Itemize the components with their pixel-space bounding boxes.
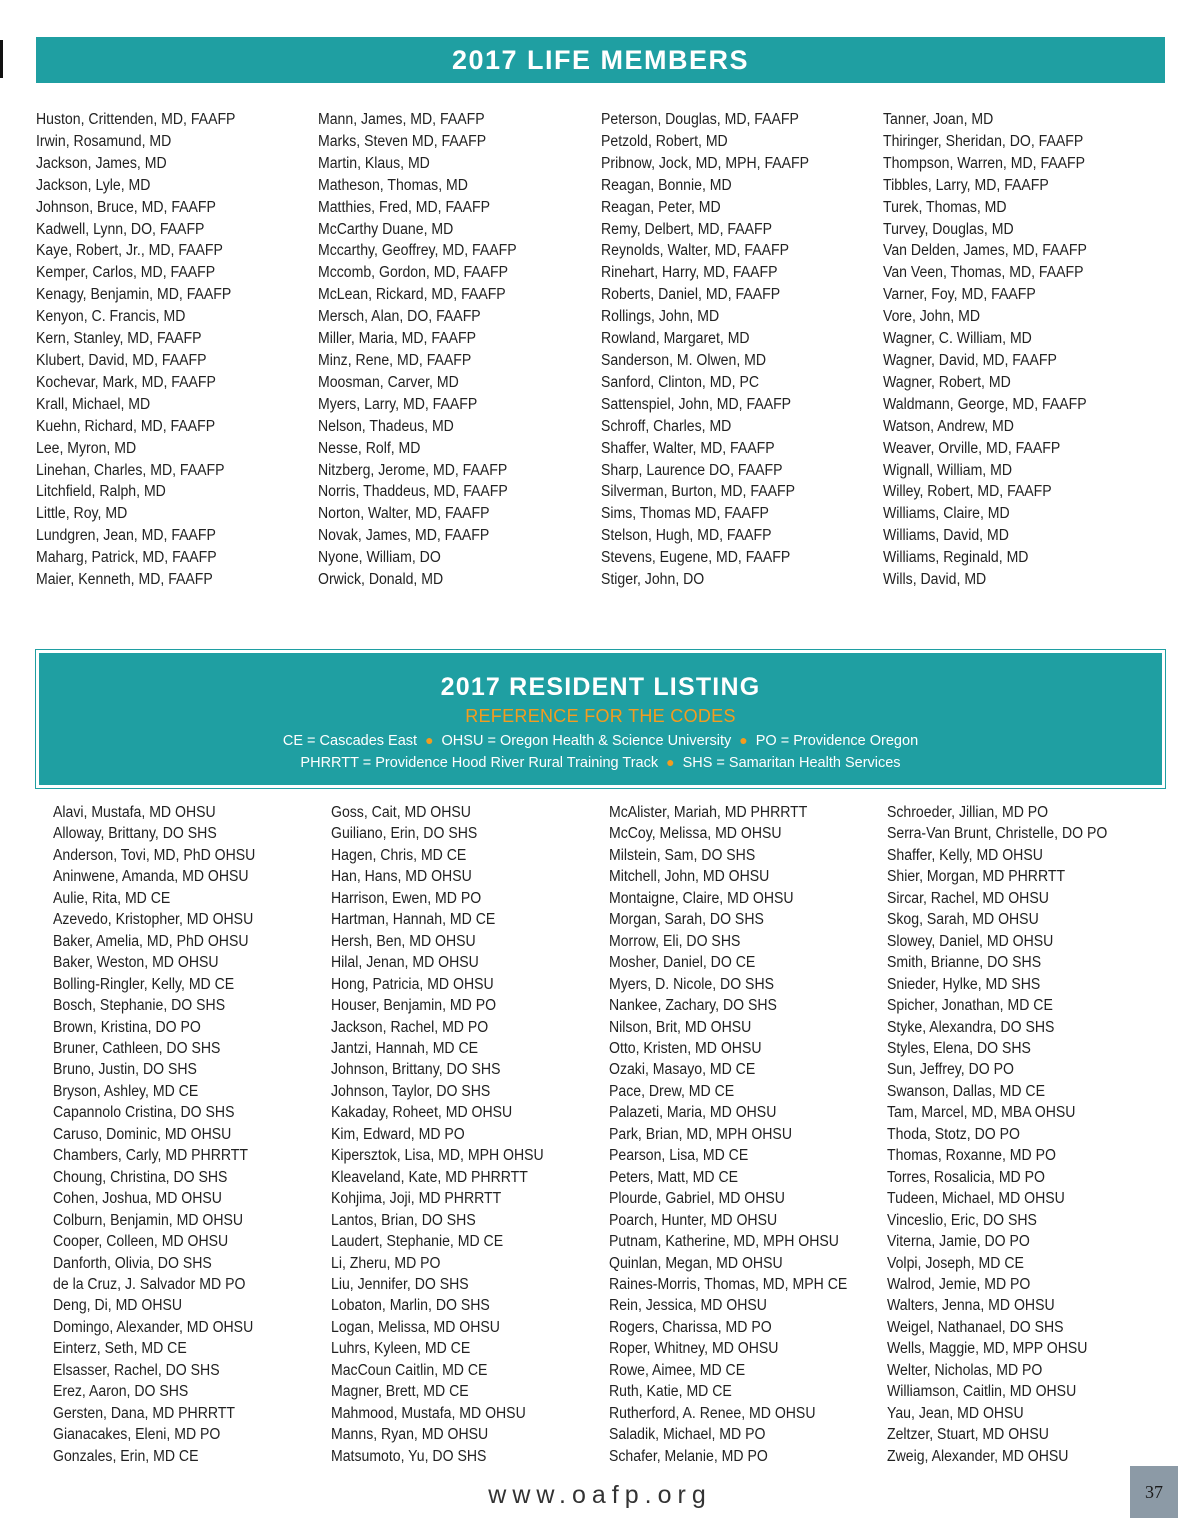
resident-name: Mitchell, John, MD OHSU: [609, 868, 770, 886]
life-member-name: Silverman, Burton, MD, FAAFP: [600, 483, 795, 501]
resident-name: Liu, Jennifer, DO SHS: [331, 1275, 469, 1293]
resident-name: Baker, Weston, MD OHSU: [53, 954, 219, 972]
life-member-name: Kaye, Robert, Jr., MD, FAAFP: [36, 242, 223, 260]
resident-name: de la Cruz, J. Salvador MD PO: [53, 1275, 246, 1293]
life-member-name: Kadwell, Lynn, DO, FAAFP: [36, 220, 205, 238]
resident-name: Weigel, Nathanael, DO SHS: [887, 1318, 1064, 1336]
life-member-name: Norris, Thaddeus, MD, FAAFP: [318, 483, 509, 501]
life-member-name: Stelson, Hugh, MD, FAAFP: [600, 527, 772, 545]
life-member-name: Sims, Thomas MD, FAAFP: [600, 505, 769, 523]
life-member-name: McCarthy Duane, MD: [318, 220, 454, 238]
life-member-name: Moosman, Carver, MD: [318, 373, 460, 391]
resident-column-2: [331, 802, 609, 1467]
life-member-name: Rinehart, Harry, MD, FAAFP: [600, 264, 777, 282]
resident-name: McCoy, Melissa, MD OHSU: [609, 825, 782, 843]
resident-name: Danforth, Olivia, DO SHS: [53, 1254, 212, 1272]
resident-name: Zweig, Alexander, MD OHSU: [887, 1447, 1069, 1465]
life-member-name: Stevens, Eugene, MD, FAAFP: [600, 549, 790, 567]
resident-name: Swanson, Dallas, MD CE: [887, 1082, 1045, 1100]
life-member-name: Nitzberg, Jerome, MD, FAAFP: [318, 461, 508, 479]
page-edge-mark: [0, 40, 3, 78]
resident-name: Mosher, Daniel, DO CE: [609, 954, 756, 972]
life-member-name: Matthies, Fred, MD, FAAFP: [318, 198, 491, 216]
life-member-name: Sharp, Laurence DO, FAAFP: [600, 461, 782, 479]
life-member-name: Nelson, Thadeus, MD: [318, 417, 455, 435]
life-member-name: Lee, Myron, MD: [36, 439, 137, 457]
resident-name: Williamson, Caitlin, MD OHSU: [887, 1383, 1077, 1401]
resident-name: Otto, Kristen, MD OHSU: [609, 1039, 762, 1057]
codes-line-2: [39, 754, 1162, 771]
life-member-name: Mccomb, Gordon, MD, FAAFP: [318, 264, 509, 282]
life-member-name: Norton, Walter, MD, FAAFP: [318, 505, 490, 523]
resident-name: Kohjima, Joji, MD PHRRTT: [331, 1190, 502, 1208]
resident-name: Milstein, Sam, DO SHS: [609, 846, 756, 864]
resident-name: Azevedo, Kristopher, MD OHSU: [53, 911, 254, 929]
life-member-name: Rollings, John, MD: [600, 308, 719, 326]
bullet-icon: ●: [666, 754, 675, 770]
resident-name: Cohen, Joshua, MD OHSU: [53, 1190, 222, 1208]
resident-name: Saladik, Michael, MD PO: [609, 1426, 766, 1444]
life-member-name: Jackson, James, MD: [36, 154, 167, 172]
life-member-name: Tanner, Joan, MD: [882, 111, 994, 128]
resident-name: Thoda, Stotz, DO PO: [887, 1125, 1020, 1143]
resident-name: Torres, Rosalicia, MD PO: [887, 1168, 1045, 1186]
resident-column-1: [53, 802, 331, 1467]
resident-name: Einterz, Seth, MD CE: [53, 1340, 187, 1358]
life-member-name: Sanderson, M. Olwen, MD: [600, 351, 766, 369]
life-member-name: Weaver, Orville, MD, FAAFP: [882, 439, 1061, 457]
life-member-name: Nesse, Rolf, MD: [318, 439, 421, 457]
life-member-name: Huston, Crittenden, MD, FAAFP: [36, 111, 236, 128]
resident-name: Kleaveland, Kate, MD PHRRTT: [331, 1168, 528, 1186]
resident-name: Bolling-Ringler, Kelly, MD CE: [53, 975, 235, 993]
life-member-name: Williams, Claire, MD: [882, 505, 1010, 523]
resident-name: Slowey, Daniel, MD OHSU: [887, 932, 1054, 950]
life-member-name: Kemper, Carlos, MD, FAAFP: [36, 264, 216, 282]
resident-name: Aulie, Rita, MD CE: [53, 889, 171, 907]
resident-column-4: [887, 802, 1165, 1467]
code-ohsu: OHSU = Oregon Health & Science University: [441, 733, 732, 749]
life-member-name: Novak, James, MD, FAAFP: [318, 527, 490, 545]
life-member-name: Litchfield, Ralph, MD: [36, 483, 166, 501]
life-member-name: Wagner, David, MD, FAAFP: [882, 351, 1057, 369]
resident-column-3: [609, 802, 887, 1467]
code-phrrtt: PHRRTT = Providence Hood River Rural Training Track: [300, 755, 659, 771]
life-member-name: Maier, Kenneth, MD, FAAFP: [36, 571, 213, 589]
resident-name: Hagen, Chris, MD CE: [331, 846, 467, 864]
life-member-name: Sanford, Clinton, MD, PC: [600, 373, 759, 391]
resident-name: Capannolo Cristina, DO SHS: [53, 1104, 235, 1122]
resident-name: Jantzi, Hannah, MD CE: [331, 1039, 479, 1057]
life-member-name: Wignall, William, MD: [882, 461, 1012, 479]
life-member-name: Mann, James, MD, FAAFP: [318, 111, 485, 128]
resident-name: Bruner, Cathleen, DO SHS: [53, 1039, 221, 1057]
resident-name: Tam, Marcel, MD, MBA OHSU: [887, 1104, 1076, 1122]
life-members-column-1: [36, 109, 318, 591]
resident-name: Caruso, Dominic, MD OHSU: [53, 1125, 232, 1143]
resident-name: Brown, Kristina, DO PO: [53, 1018, 201, 1036]
life-member-name: Remy, Delbert, MD, FAAFP: [600, 220, 772, 238]
resident-name: Myers, D. Nicole, DO SHS: [609, 975, 774, 993]
life-member-name: Tibbles, Larry, MD, FAAFP: [882, 176, 1049, 194]
life-member-name: Turek, Thomas, MD: [882, 198, 1007, 216]
life-member-name: Vore, John, MD: [882, 308, 980, 326]
life-member-name: Kenagy, Benjamin, MD, FAAFP: [36, 286, 232, 304]
resident-name: Deng, Di, MD OHSU: [53, 1297, 183, 1315]
resident-name: Volpi, Joseph, MD CE: [887, 1254, 1024, 1272]
resident-name: Guiliano, Erin, DO SHS: [331, 825, 478, 843]
codes-reference-subtitle: REFERENCE FOR THE CODES: [465, 706, 736, 726]
code-ce: CE = Cascades East: [282, 733, 418, 749]
resident-name: Erez, Aaron, DO SHS: [53, 1383, 189, 1401]
life-member-name: Myers, Larry, MD, FAAFP: [318, 395, 478, 413]
resident-name: Walters, Jenna, MD OHSU: [887, 1297, 1055, 1315]
resident-name: Kipersztok, Lisa, MD, MPH OHSU: [331, 1147, 544, 1165]
life-member-name: Nyone, William, DO: [318, 549, 442, 567]
life-member-name: Sattenspiel, John, MD, FAAFP: [600, 395, 791, 413]
resident-name: Zeltzer, Stuart, MD OHSU: [887, 1426, 1049, 1444]
life-member-name: Miller, Maria, MD, FAAFP: [318, 330, 477, 348]
life-member-name: Schroff, Charles, MD: [600, 417, 731, 435]
resident-name: Nilson, Brit, MD OHSU: [609, 1018, 752, 1036]
life-member-name: Lundgren, Jean, MD, FAAFP: [36, 527, 216, 545]
resident-name: Li, Zheru, MD PO: [331, 1254, 441, 1272]
resident-name: Hersh, Ben, MD OHSU: [331, 932, 476, 950]
life-member-name: Mccarthy, Geoffrey, MD, FAAFP: [318, 242, 517, 260]
resident-name: Tudeen, Michael, MD OHSU: [887, 1190, 1065, 1208]
life-member-name: Van Delden, James, MD, FAAFP: [882, 242, 1087, 260]
resident-name: Bruno, Justin, DO SHS: [53, 1061, 197, 1079]
life-member-name: Rowland, Margaret, MD: [600, 330, 750, 348]
resident-name: Manns, Ryan, MD OHSU: [331, 1426, 489, 1444]
resident-name: Serra-Van Brunt, Christelle, DO PO: [887, 825, 1108, 843]
resident-name: Poarch, Hunter, MD OHSU: [609, 1211, 778, 1229]
life-member-name: Matheson, Thomas, MD: [318, 176, 469, 194]
life-member-name: Wagner, C. William, MD: [882, 330, 1032, 348]
life-member-name: Klubert, David, MD, FAAFP: [36, 351, 207, 369]
resident-name: Han, Hans, MD OHSU: [331, 868, 472, 886]
resident-name: Schroeder, Jillian, MD PO: [887, 804, 1049, 821]
resident-name: Quinlan, Megan, MD OHSU: [609, 1254, 783, 1272]
resident-name: Lantos, Brian, DO SHS: [331, 1211, 476, 1229]
life-member-name: Orwick, Donald, MD: [318, 571, 444, 589]
resident-name: MacCoun Caitlin, MD CE: [331, 1361, 488, 1379]
resident-name: Alavi, Mustafa, MD OHSU: [53, 804, 216, 821]
resident-name: Lobaton, Marlin, DO SHS: [331, 1297, 490, 1315]
life-members-title: 2017 LIFE MEMBERS: [451, 44, 750, 75]
resident-name: Snieder, Hylke, MD SHS: [887, 975, 1041, 993]
resident-name: Peters, Matt, MD CE: [609, 1168, 739, 1186]
life-member-name: Kuehn, Richard, MD, FAAFP: [36, 417, 216, 435]
resident-name: Schafer, Melanie, MD PO: [609, 1447, 768, 1465]
resident-name: Bryson, Ashley, MD CE: [53, 1082, 199, 1100]
resident-name: Laudert, Stephanie, MD CE: [331, 1233, 504, 1251]
resident-name: Johnson, Brittany, DO SHS: [331, 1061, 501, 1079]
resident-name: McAlister, Mariah, MD PHRRTT: [609, 804, 808, 821]
resident-name: Rogers, Charissa, MD PO: [609, 1318, 772, 1336]
resident-name: Palazeti, Maria, MD OHSU: [609, 1104, 777, 1122]
resident-name: Welter, Nicholas, MD PO: [887, 1361, 1043, 1379]
life-members-list: [36, 109, 1165, 591]
resident-name: Johnson, Taylor, DO SHS: [331, 1082, 491, 1100]
life-member-name: Martin, Klaus, MD: [318, 154, 431, 172]
resident-name: Cooper, Colleen, MD OHSU: [53, 1233, 229, 1251]
resident-name: Morrow, Eli, DO SHS: [609, 932, 741, 950]
life-member-name: Stiger, John, DO: [600, 571, 704, 589]
life-member-name: Watson, Andrew, MD: [882, 417, 1014, 435]
life-member-name: Williams, Reginald, MD: [882, 549, 1029, 567]
resident-name: Sun, Jeffrey, DO PO: [887, 1061, 1014, 1079]
resident-name: Yau, Jean, MD OHSU: [887, 1404, 1024, 1422]
resident-name: Elsasser, Rachel, DO SHS: [53, 1361, 220, 1379]
resident-name: Styke, Alexandra, DO SHS: [887, 1018, 1055, 1036]
life-member-name: Petzold, Robert, MD: [600, 132, 728, 150]
resident-name: Matsumoto, Yu, DO SHS: [331, 1447, 487, 1465]
resident-name: Thomas, Roxanne, MD PO: [887, 1147, 1056, 1165]
resident-name: Shaffer, Kelly, MD OHSU: [887, 846, 1043, 864]
resident-name: Jackson, Rachel, MD PO: [331, 1018, 489, 1036]
life-members-column-2: [318, 109, 600, 591]
resident-name: Roper, Whitney, MD OHSU: [609, 1340, 779, 1358]
life-member-name: Shaffer, Walter, MD, FAAFP: [600, 439, 775, 457]
resident-name: Styles, Elena, DO SHS: [887, 1039, 1031, 1057]
bullet-icon: ●: [739, 732, 748, 748]
life-member-name: Wagner, Robert, MD: [882, 373, 1011, 391]
life-member-name: Jackson, Lyle, MD: [36, 176, 151, 194]
resident-name: Gianacakes, Eleni, MD PO: [53, 1426, 221, 1444]
life-member-name: Thompson, Warren, MD, FAAFP: [882, 154, 1085, 172]
resident-name: Smith, Brianne, DO SHS: [887, 954, 1042, 972]
resident-name: Rowe, Aimee, MD CE: [609, 1361, 746, 1379]
page-number-badge: [1130, 1466, 1178, 1518]
life-member-name: Williams, David, MD: [882, 527, 1009, 545]
resident-name: Logan, Melissa, MD OHSU: [331, 1318, 500, 1336]
resident-listing-banner: [36, 650, 1165, 788]
page-number: 37: [1145, 1481, 1163, 1502]
resident-name: Hilal, Jenan, MD OHSU: [331, 954, 479, 972]
resident-name: Viterna, Jamie, DO PO: [887, 1233, 1030, 1251]
code-shs: SHS = Samaritan Health Services: [682, 755, 901, 771]
life-member-name: Minz, Rene, MD, FAAFP: [318, 351, 472, 369]
resident-name: Colburn, Benjamin, MD OHSU: [53, 1211, 244, 1229]
resident-name: Raines-Morris, Thomas, MD, MPH CE: [609, 1275, 848, 1293]
resident-name: Morgan, Sarah, DO SHS: [609, 911, 764, 929]
life-member-name: Varner, Foy, MD, FAAFP: [882, 286, 1036, 304]
resident-name: Domingo, Alexander, MD OHSU: [53, 1318, 254, 1336]
resident-name: Gonzales, Erin, MD CE: [53, 1447, 199, 1465]
life-member-name: Reagan, Bonnie, MD: [600, 176, 732, 194]
life-member-name: Reagan, Peter, MD: [600, 198, 721, 216]
resident-name: Pace, Drew, MD CE: [609, 1082, 735, 1100]
resident-name: Luhrs, Kyleen, MD CE: [331, 1340, 471, 1358]
resident-name: Ruth, Katie, MD CE: [609, 1383, 732, 1401]
resident-name: Gersten, Dana, MD PHRRTT: [53, 1404, 235, 1422]
resident-listing-title: 2017 RESIDENT LISTING: [440, 673, 761, 701]
resident-name: Aninwene, Amanda, MD OHSU: [53, 868, 249, 886]
life-member-name: Turvey, Douglas, MD: [882, 220, 1014, 238]
resident-name: Kim, Edward, MD PO: [331, 1125, 465, 1143]
resident-name: Houser, Benjamin, MD PO: [331, 997, 497, 1015]
resident-name: Putnam, Katherine, MD, MPH OHSU: [609, 1233, 839, 1251]
resident-name: Spicher, Jonathan, MD CE: [887, 997, 1053, 1015]
life-member-name: Krall, Michael, MD: [36, 395, 151, 413]
resident-name: Choung, Christina, DO SHS: [53, 1168, 228, 1186]
life-member-name: Johnson, Bruce, MD, FAAFP: [36, 198, 216, 216]
resident-name: Bosch, Stephanie, DO SHS: [53, 997, 226, 1015]
life-member-name: Pribnow, Jock, MD, MPH, FAAFP: [600, 154, 809, 172]
code-po: PO = Providence Oregon: [755, 733, 919, 749]
resident-list: [53, 802, 1165, 1467]
resident-name: Goss, Cait, MD OHSU: [331, 804, 471, 821]
resident-name: Anderson, Tovi, MD, PhD OHSU: [53, 846, 256, 864]
resident-name: Vinceslio, Eric, DO SHS: [887, 1211, 1037, 1229]
resident-name: Magner, Brett, MD CE: [331, 1383, 469, 1401]
resident-name: Hartman, Hannah, MD CE: [331, 911, 496, 929]
life-member-name: Peterson, Douglas, MD, FAAFP: [600, 111, 799, 128]
resident-name: Nankee, Zachary, DO SHS: [609, 997, 777, 1015]
resident-name: Pearson, Lisa, MD CE: [609, 1147, 749, 1165]
life-member-name: Thiringer, Sheridan, DO, FAAFP: [882, 132, 1083, 150]
life-members-column-4: [883, 109, 1165, 591]
resident-name: Hong, Patricia, MD OHSU: [331, 975, 494, 993]
resident-name: Walrod, Jemie, MD PO: [887, 1275, 1031, 1293]
life-member-name: Waldmann, George, MD, FAAFP: [882, 395, 1087, 413]
resident-name: Wells, Maggie, MD, MPP OHSU: [887, 1340, 1088, 1358]
life-member-name: Maharg, Patrick, MD, FAAFP: [36, 549, 217, 567]
life-member-name: Van Veen, Thomas, MD, FAAFP: [882, 264, 1084, 282]
life-member-name: Irwin, Rosamund, MD: [36, 132, 172, 150]
resident-name: Rein, Jessica, MD OHSU: [609, 1297, 767, 1315]
footer-website-url[interactable]: www.oafp.org: [488, 1481, 712, 1509]
resident-name: Skog, Sarah, MD OHSU: [887, 911, 1039, 929]
resident-name: Kakaday, Roheet, MD OHSU: [331, 1104, 513, 1122]
resident-name: Rutherford, A. Renee, MD OHSU: [609, 1404, 816, 1422]
resident-name: Montaigne, Claire, MD OHSU: [609, 889, 794, 907]
life-member-name: Kern, Stanley, MD, FAAFP: [36, 330, 202, 348]
life-member-name: Little, Roy, MD: [36, 505, 128, 523]
resident-name: Shier, Morgan, MD PHRRTT: [887, 868, 1066, 886]
life-member-name: Wills, David, MD: [882, 571, 986, 589]
resident-name: Mahmood, Mustafa, MD OHSU: [331, 1404, 526, 1422]
resident-name: Harrison, Ewen, MD PO: [331, 889, 482, 907]
life-members-banner: [36, 37, 1165, 83]
resident-name: Park, Brian, MD, MPH OHSU: [609, 1125, 792, 1143]
resident-name: Chambers, Carly, MD PHRRTT: [53, 1147, 248, 1165]
life-member-name: Linehan, Charles, MD, FAAFP: [36, 461, 225, 479]
codes-line-1: [39, 732, 1162, 749]
life-member-name: McLean, Rickard, MD, FAAFP: [318, 286, 506, 304]
resident-name: Plourde, Gabriel, MD OHSU: [609, 1190, 785, 1208]
life-member-name: Marks, Steven MD, FAAFP: [318, 132, 487, 150]
resident-name: Sircar, Rachel, MD OHSU: [887, 889, 1049, 907]
life-member-name: Willey, Robert, MD, FAAFP: [882, 483, 1052, 501]
life-member-name: Kochevar, Mark, MD, FAAFP: [36, 373, 216, 391]
resident-name: Alloway, Brittany, DO SHS: [53, 825, 217, 843]
life-member-name: Roberts, Daniel, MD, FAAFP: [600, 286, 780, 304]
resident-name: Baker, Amelia, MD, PhD OHSU: [53, 932, 249, 950]
resident-name: Ozaki, Masayo, MD CE: [609, 1061, 756, 1079]
life-members-column-3: [601, 109, 883, 591]
bullet-icon: ●: [425, 732, 434, 748]
life-member-name: Reynolds, Walter, MD, FAAFP: [600, 242, 789, 260]
life-member-name: Mersch, Alan, DO, FAAFP: [318, 308, 481, 326]
life-member-name: Kenyon, C. Francis, MD: [36, 308, 186, 326]
